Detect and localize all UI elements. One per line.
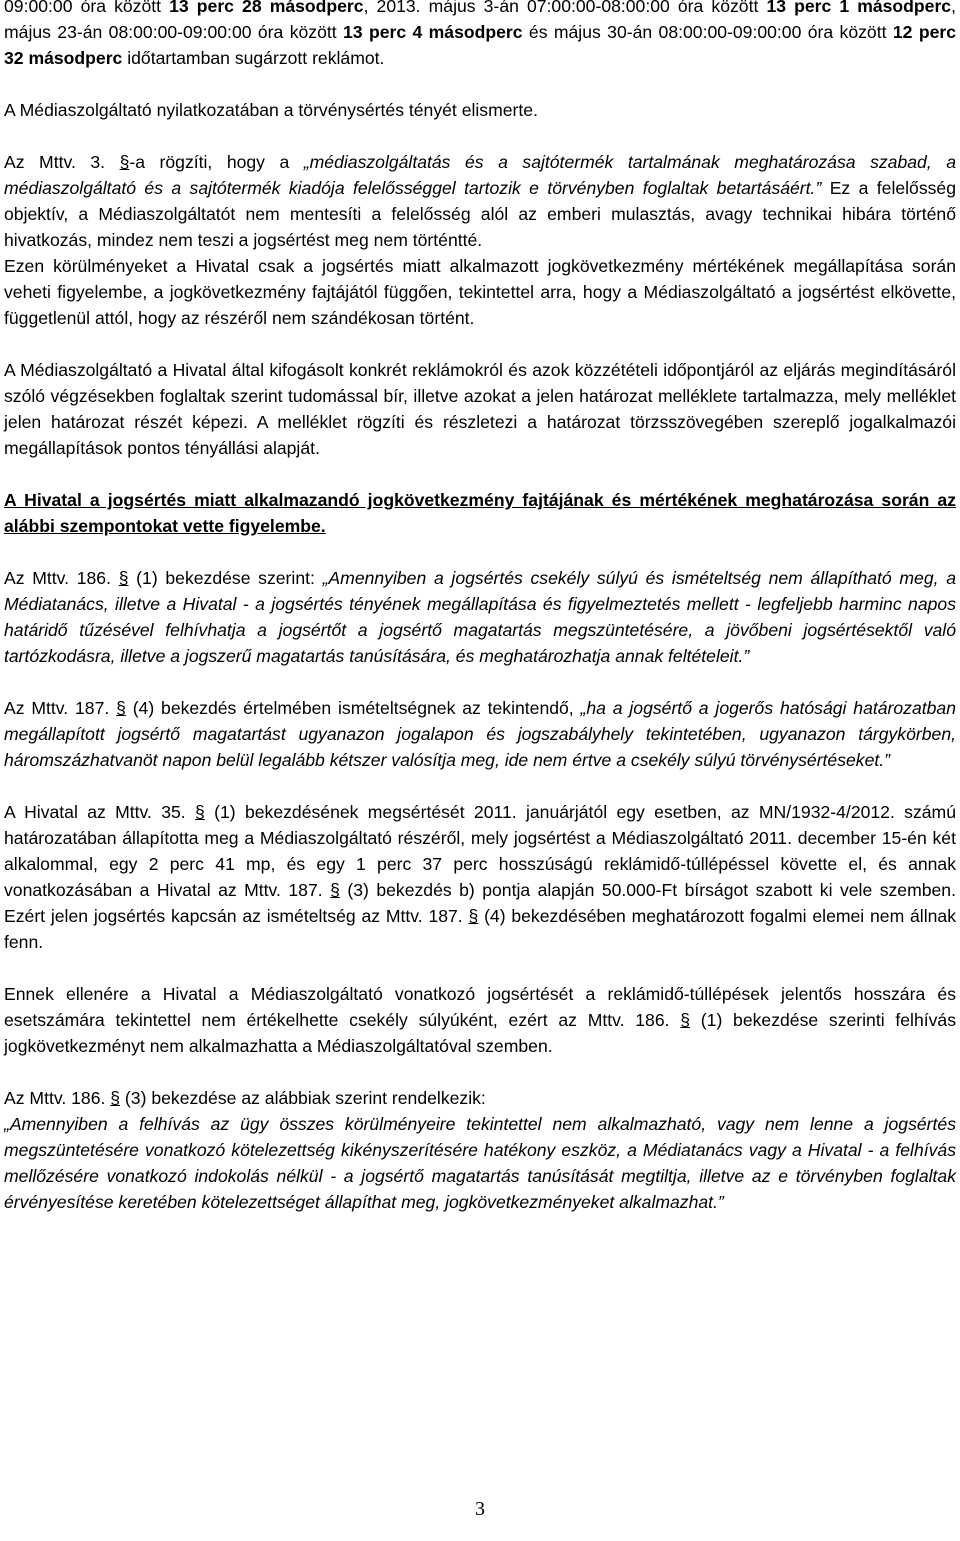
text: Az Mttv. 187. (4, 698, 117, 718)
section-sign: § (116, 698, 126, 718)
text: , május 23-án 08:00:00-09:00:00 óra között (4, 0, 956, 42)
duration: 13 perc 28 másodperc (169, 0, 364, 16)
section-sign: § (680, 1010, 691, 1030)
text: 09:00:00 óra között (4, 0, 170, 16)
section-sign: § (330, 880, 340, 900)
quote: „médiaszolgáltatás és a sajtótermék tartalmának meghatározása szabad, a médiaszolgáltató és a sajtótermék kiadója felelősséggel tartozik e törvényben foglaltak betartásáért.” (4, 152, 956, 198)
quote: „ha a jogsértő a jogerős hatósági határozatban megállapított jogsértő magatartást ugyanazon jogalapon és jogszabályhely tekintetében, ugyanazon tárgykörben, háromszázhatvanöt napon belül legalább kétszer valósítja meg, ide nem értve a csekély súlyú törvénysértéseket.” (4, 698, 956, 770)
section-heading: A Hivatal a jogsértés miatt alkalmazandó jogkövetkezmény fajtájának és mértékének meghatározása során az alábbi szempontokat vette figyelembe. (4, 490, 956, 536)
text: (1) bekezdése szerint: (128, 568, 323, 588)
page-number: 3 (475, 1498, 485, 1520)
duration: 12 perc 32 másodperc (4, 22, 956, 68)
section-sign: § (119, 152, 130, 172)
text: (3) bekezdés b) pontja alapján 50.000-Ft bírságot szabott ki vele szemben. Ezért jelen jogsértés kapcsán az ismételtség az Mttv. 187. (4, 880, 956, 926)
quote: „Amennyiben a jogsértés csekély súlyú és ismételtség nem állapítható meg, a Médiatanács, illetve a Hivatal - a jogsértés tényének megállapítása és figyelmeztetés mellett - legfeljebb harminc napos határidő tűzésével felhívhatja a jogsértőt a jogsértő magatartás megszüntetésére, a jövőbeni jogsértésektől való tartózkodásra, illetve a jogszerű magatartás tanúsítására, és meghatározhatja annak feltételeit.” (4, 568, 956, 666)
section-sign: § (195, 802, 205, 822)
text: (4) bekezdés értelmében ismételtségnek az tekintendő, (125, 698, 581, 718)
paragraph-admission: A Médiaszolgáltató nyilatkozatában a törvénysértés tényét elismerte. (4, 100, 538, 120)
paragraph-circumstances: Ezen körülményeket a Hivatal csak a jogsértés miatt alkalmazott jogkövetkezmény mértékének megállapítása során veheti figyelembe, a jogkövetkezmény fajtájától függően, tekintettel arra, hogy a Médiaszolgáltató a jogsértést elkövette, függetlenül attól, hogy az részéről nem szándékosan történt. (4, 256, 956, 328)
paragraph-broadcast-times (4, 0, 956, 71)
section-sign: § (110, 1088, 121, 1108)
paragraph-mttv-186-3 (4, 1085, 956, 1215)
paragraph-mttv-3 (4, 149, 956, 253)
text: A Hivatal az Mttv. 35. (4, 802, 196, 822)
text: Ennek ellenére a Hivatal a Médiaszolgáltató vonatkozó jogsértését a reklámidő-túllépések jelentős hosszára és esetszámára tekintettel nem értékelhette csekély súlyúként, ezért az Mttv. 186. (4, 984, 956, 1030)
section-sign: § (468, 906, 479, 926)
quote: „Amennyiben a felhívás az ügy összes körülményeire tekintettel nem alkalmazható, vagy nem lenne a jogsértés megszüntetésére vonatkozó kötelezettség kikényszerítésére hatékony eszköz, a Médiatanács vagy a Hivatal - a felhívás mellőzésére vonatkozó indokolás nélkül - a jogsértő magatartás tanúsítását megtiltja, illetve az e törvényben foglaltak érvényesítése keretében kötelezettséget állapíthat meg, jogkövetkezményeket alkalmazhat.” (4, 1114, 956, 1212)
text: (1) bekezdésének megsértését 2011. januárjától egy esetben, az MN/1932-4/2012. számú határozatában állapította meg a Médiaszolgáltató részéről, mely jogsértést a Médiaszolgáltató 2011. december 15-én két alkalommal, egy 2 perc 41 mp, és egy 1 perc 37 perc hosszúságú reklámidő-túllépéssel követte el, és annak vonatkozásában a Hivatal az Mttv. 187. (4, 802, 956, 900)
text: (3) bekezdése az alábbiak szerint rendelkezik: (120, 1088, 486, 1108)
text: Ez a felelősség objektív, a Médiaszolgáltatót nem mentesíti a felelősség alól az emberi mulasztás, avagy technikai hibára történő hivatkozás, mindez nem teszi a jogsértést meg nem történtté. (4, 178, 956, 250)
text: Az Mttv. 186. (4, 1088, 111, 1108)
text: Az Mttv. 3. (4, 152, 120, 172)
section-sign: § (118, 568, 129, 588)
text: (4) bekezdésében meghatározott fogalmi elemei nem állnak fenn. (4, 906, 956, 952)
paragraph-annex: A Médiaszolgáltató a Hivatal által kifogásolt konkrét reklámokról és azok közzétételi időpontjáról az eljárás megindításáról szóló végzésekben foglaltak szerint tudomással bír, illetve azokat a jelen határozat melléklete tartalmazza, mely melléklet jelen határozat részét képezi. A melléklet rögzíti és részletezi a határozat törzsszövegében szereplő jogalkalmazói megállapítások pontos tényállási alapját. (4, 360, 956, 458)
paragraph-not-minor (4, 981, 956, 1059)
paragraph-previous-violation (4, 799, 956, 955)
duration: 13 perc 4 másodperc (343, 22, 523, 42)
paragraph-mttv-186-1 (4, 565, 956, 669)
text: (1) bekezdése szerinti felhívás jogkövetkezményt nem alkalmazhatta a Médiaszolgáltatóval szemben. (4, 1010, 957, 1056)
paragraph-mttv-187-4 (4, 695, 956, 773)
document-page (4, 0, 956, 1215)
text: és május 30-án 08:00:00-09:00:00 óra között (522, 22, 893, 42)
text: , 2013. május 3-án 07:00:00-08:00:00 óra között (363, 0, 767, 16)
duration: 13 perc 1 másodperc (766, 0, 952, 16)
text: Az Mttv. 186. (4, 568, 119, 588)
text: időtartamban sugárzott reklámot. (122, 48, 385, 68)
text: -a rögzíti, hogy a (129, 152, 304, 172)
